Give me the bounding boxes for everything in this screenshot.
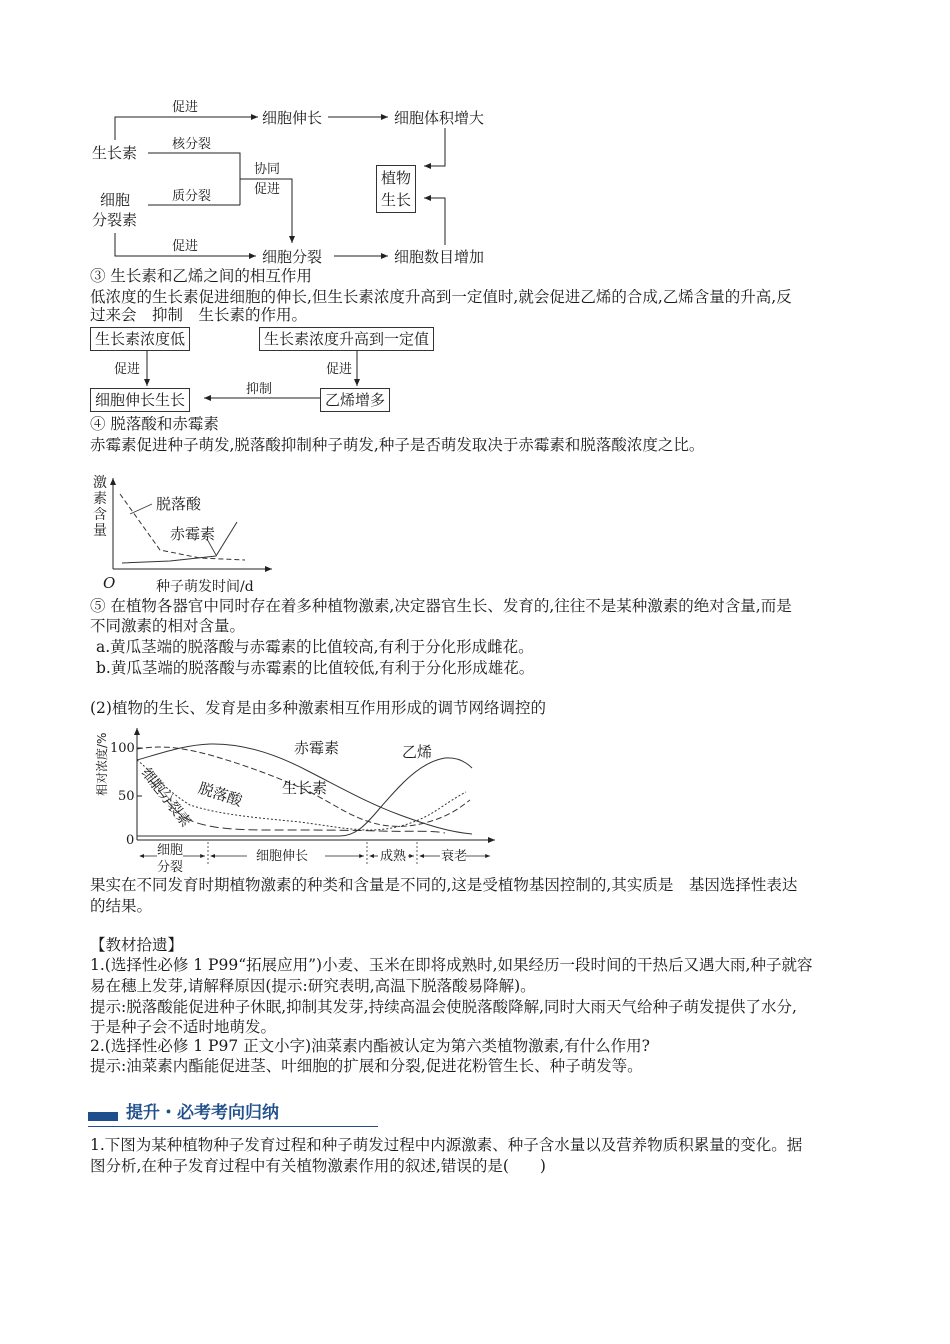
section3-body-line1: 低浓度的生长素促进细胞的伸长,但生长素浓度升高到一定值时,就会促进乙烯的合成,乙烯含量的升高,反 <box>90 288 792 306</box>
chart2-stage-division-line2: 分裂 <box>157 860 184 875</box>
banner-underline <box>88 1126 378 1127</box>
plant-growth-line1: 植物 <box>381 169 412 187</box>
chart2-tick-50: 50 <box>118 789 135 804</box>
section-banner <box>88 1100 378 1128</box>
question1-line1: 1.下图为某种植物种子发育过程和种子萌发过程中内源激素、种子含水量以及营养物质积累量的变化。据 <box>90 1136 803 1154</box>
question1-line2: 图分析,在种子发育过程中有关植物激素作用的叙述,错误的是( ) <box>90 1157 546 1175</box>
node-cell-division: 细胞分裂 <box>262 248 323 266</box>
chart2-label-ethylene: 乙烯 <box>402 743 433 761</box>
chart2-stage-division-line1: 细胞 <box>157 841 183 861</box>
label-promote-bottom: 促进 <box>172 239 199 254</box>
node-cell-number-increase: 细胞数目增加 <box>394 248 485 266</box>
chart2-stage-senescence: 衰老 <box>441 849 468 864</box>
chart2-label-cytokinin: 细胞分裂素 <box>137 765 194 831</box>
chart2-tick-100: 100 <box>110 741 135 756</box>
node-low-auxin: 生长素浓度低 <box>90 327 190 351</box>
banner-title: 提升・必考考向归纳 <box>126 1103 279 1123</box>
label-cytoplasm-division: 质分裂 <box>172 189 212 204</box>
textbook-a1-line1: 提示:脱落酸能促进种子休眠,抑制其发芽,持续高温会使脱落酸降解,同时大雨天气给种子萌发提供了水分, <box>90 998 797 1016</box>
plant-growth-line2: 生长 <box>381 191 412 209</box>
section5-line2: 不同激素的相对含量。 <box>90 617 246 635</box>
section5-item-a: a.黄瓜茎端的脱落酸与赤霉素的比值较高,有利于分化形成雌花。 <box>96 638 534 656</box>
section3-heading: ③ 生长素和乙烯之间的相互作用 <box>90 267 312 285</box>
conclusion-line2: 的结果。 <box>90 897 153 915</box>
chart1-ylabel: 激素含量 <box>93 475 107 539</box>
chart1-xlabel: 种子萌发时间/d <box>156 579 254 595</box>
section3-body-line2: 过来会 抑制 生长素的作用。 <box>90 306 308 324</box>
label-inhibit: 抑制 <box>246 382 273 397</box>
textbook-q2: 2.(选择性必修 1 P97 正文小字)油菜素内酯被认定为第六类植物激素,有什么作用? <box>90 1037 650 1055</box>
label-synergy: 协同 <box>254 162 281 177</box>
section4-heading: ④ 脱落酸和赤霉素 <box>90 415 219 433</box>
label-nuclear-division: 核分裂 <box>172 137 212 152</box>
textbook-a2: 提示:油菜素内酯能促进茎、叶细胞的扩展和分裂,促进花粉管生长、种子萌发等。 <box>90 1057 643 1075</box>
chart1-label-aba: 脱落酸 <box>156 495 202 513</box>
node-cell-elongation: 细胞伸长 <box>262 109 323 127</box>
chart2-label-aba: 脱落酸 <box>196 778 245 810</box>
node-cytokinin-line2: 分裂素 <box>92 211 138 229</box>
node-high-auxin: 生长素浓度升高到一定值 <box>259 327 434 351</box>
label-promote-left: 促进 <box>114 362 141 377</box>
section2-heading: (2)植物的生长、发育是由多种激素相互作用形成的调节网络调控的 <box>90 699 546 717</box>
node-cell-volume-increase: 细胞体积增大 <box>394 109 485 127</box>
chart2-tick-0: 0 <box>126 833 135 848</box>
textbook-q1-line1: 1.(选择性必修 1 P99“拓展应用”)小麦、玉米在即将成熟时,如果经历一段时间的干热后又遇大雨,种子就容 <box>90 956 813 974</box>
node-auxin: 生长素 <box>92 144 138 162</box>
textbook-a1-line2: 于是种子会不适时地萌发。 <box>90 1018 277 1036</box>
label-promote-top: 促进 <box>172 100 199 115</box>
node-cytokinin-line1: 细胞 <box>100 191 131 209</box>
chart2-label-auxin: 生长素 <box>282 779 328 797</box>
chart2-label-ga: 赤霉素 <box>294 739 340 757</box>
section5-line1: ⑤ 在植物各器官中同时存在着多种植物激素,决定器官生长、发育的,往往不是某种激素的绝对含量,而是 <box>90 597 792 615</box>
label-synergy-promote: 促进 <box>254 182 281 197</box>
section5-item-b: b.黄瓜茎端的脱落酸与赤霉素的比值较低,有利于分化形成雄花。 <box>96 659 535 677</box>
banner-bar <box>88 1112 118 1121</box>
label-promote-right: 促进 <box>326 362 353 377</box>
section4-body: 赤霉素促进种子萌发,脱落酸抑制种子萌发,种子是否萌发取决于赤霉素和脱落酸浓度之比。 <box>90 436 705 454</box>
chart2-stage-elongation: 细胞伸长 <box>256 849 309 864</box>
chart1-origin: O <box>103 574 116 592</box>
node-cell-elongation-growth: 细胞伸长生长 <box>90 388 190 412</box>
chart1-label-ga: 赤霉素 <box>170 525 216 543</box>
chart2-ylabel: 相对浓度/% <box>95 732 109 796</box>
chart2-stage-ripening: 成熟 <box>380 849 407 864</box>
textbook-q1-line2: 易在穗上发芽,请解释原因(提示:研究表明,高温下脱落酸易降解)。 <box>90 977 536 995</box>
conclusion-line1: 果实在不同发育时期植物激素的种类和含量是不同的,这是受植物基因控制的,其实质是 基因选择性表达 <box>90 876 798 894</box>
textbook-heading: 【教材拾遗】 <box>90 936 184 954</box>
node-ethylene-increase: 乙烯增多 <box>320 388 390 412</box>
